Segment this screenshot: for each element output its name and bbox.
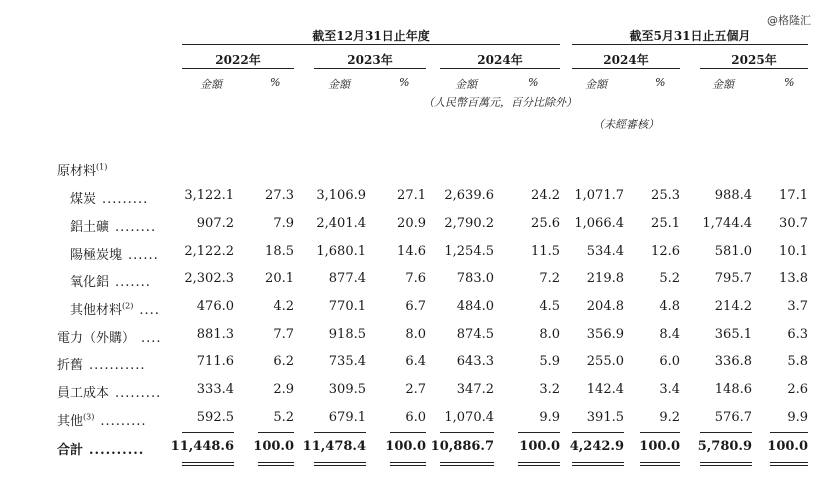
amount-cell: 711.6 [196,354,234,369]
pct-cell: 5.8 [787,354,808,369]
pct-cell: 17.1 [779,188,808,203]
amount-header: 金額 [712,78,734,91]
total-rule [700,432,752,433]
amount-cell: 484.0 [456,299,494,314]
row-label [57,410,147,429]
row-label [57,327,162,346]
pct-cell: 27.1 [397,188,426,203]
pct-cell: 25.3 [651,188,680,203]
year-header-2024: 2024年 [477,53,523,67]
amount-cell: 5,780.9 [697,439,752,454]
row-label-text: 煤炭 [70,192,97,207]
amount-cell: 988.4 [714,188,752,203]
total-rule [640,432,680,433]
amount-cell: 142.4 [586,382,624,397]
total-double-rule [314,462,366,466]
amount-cell: 770.1 [328,299,366,314]
amount-cell: 204.8 [586,299,624,314]
amount-cell: 907.2 [196,216,234,231]
pct-cell: 25.1 [651,216,680,231]
amount-header: 金額 [455,78,477,91]
amount-cell: 148.6 [714,382,752,397]
pct-cell: 12.6 [651,244,680,259]
row-label [70,271,151,290]
amount-cell: 679.1 [328,410,366,425]
total-rule [182,432,234,433]
leader-dots: ......... [100,414,147,429]
header-group-fiscal-year-rule [182,44,560,45]
pct-cell: 100.0 [639,439,680,454]
total-rule [440,432,494,433]
leader-dots: ........... [89,358,146,373]
pct-header: % [270,76,281,89]
pct-cell: 9.2 [659,410,680,425]
pct-cell: 25.6 [531,216,560,231]
amount-cell: 2,639.6 [444,188,494,203]
amount-cell: 576.7 [714,410,752,425]
total-double-rule [700,462,752,466]
amount-cell: 3,122.1 [184,188,234,203]
amount-cell: 1,071.7 [574,188,624,203]
total-double-rule [182,462,234,466]
pct-cell: 100.0 [519,439,560,454]
total-label [57,439,144,458]
year-header-2023: 2023年 [347,53,393,67]
footnote-mark: (2) [122,301,134,311]
unit-note: （人民幣百萬元，百分比除外） [423,96,577,109]
pct-cell: 2.9 [273,382,294,397]
section-title-raw-materials [57,160,107,179]
amount-cell: 336.8 [714,354,752,369]
row-label-text: 折舊 [57,358,84,373]
total-double-rule [770,462,808,466]
pct-header: % [399,76,410,89]
year-header-2025-5m: 2025年 [731,53,777,67]
year-header-2024-5m: 2024年 [603,53,649,67]
section-title-text: 原材料 [57,164,97,179]
amount-cell: 1,254.5 [444,244,494,259]
footnote-mark: (3) [83,412,95,422]
pct-cell: 9.9 [787,410,808,425]
leader-dots: .......... [89,443,145,458]
total-double-rule [640,462,680,466]
pct-cell: 20.9 [397,216,426,231]
pct-cell: 7.6 [405,271,426,286]
row-label-text: 其他材料 [70,303,123,318]
row-label [70,188,148,207]
amount-cell: 214.2 [714,299,752,314]
footnote-mark: (1) [96,162,108,172]
pct-cell: 7.2 [539,271,560,286]
row-label [70,299,160,318]
pct-cell: 8.0 [405,327,426,342]
row-label-text: 合計 [57,443,84,458]
row-label-text: 鋁土礦 [70,220,110,235]
amount-cell: 2,790.2 [444,216,494,231]
total-double-rule [390,462,426,466]
amount-cell: 333.4 [196,382,234,397]
amount-cell: 643.3 [456,354,494,369]
header-group-fiscal-year: 截至12月31日止年度 [312,29,430,43]
pct-cell: 6.2 [273,354,294,369]
row-label-text: 其他 [57,414,84,429]
amount-cell: 356.9 [586,327,624,342]
amount-cell: 877.4 [328,271,366,286]
amount-cell: 391.5 [586,410,624,425]
leader-dots: ...... [128,248,159,263]
pct-cell: 4.5 [539,299,560,314]
pct-cell: 100.0 [385,439,426,454]
row-label-text: 陽極炭塊 [70,248,123,263]
pct-cell: 5.2 [273,410,294,425]
pct-cell: 3.7 [787,299,808,314]
pct-cell: 8.0 [539,327,560,342]
amount-cell: 2,302.3 [184,271,234,286]
pct-cell: 5.9 [539,354,560,369]
amount-header: 金額 [585,78,607,91]
total-double-rule [440,462,494,466]
amount-header: 金額 [328,78,350,91]
pct-cell: 4.2 [273,299,294,314]
pct-cell: 3.2 [539,382,560,397]
leader-dots: ........ [115,220,157,235]
pct-cell: 30.7 [779,216,808,231]
amount-cell: 874.5 [456,327,494,342]
leader-dots: .... [139,303,160,318]
amount-cell: 219.8 [586,271,624,286]
pct-cell: 10.1 [779,244,808,259]
amount-cell: 795.7 [714,271,752,286]
amount-cell: 2,401.4 [316,216,366,231]
amount-cell: 783.0 [456,271,494,286]
row-label [70,216,156,235]
row-label-text: 員工成本 [57,386,110,401]
unaudited-note: （未經審核） [593,118,659,131]
pct-cell: 2.7 [405,382,426,397]
leader-dots: ......... [115,386,162,401]
pct-cell: 7.9 [273,216,294,231]
amount-cell: 1,066.4 [574,216,624,231]
header-group-five-months: 截至5月31日止五個月 [629,29,751,43]
total-rule [390,432,426,433]
total-rule [770,432,808,433]
pct-cell: 5.2 [659,271,680,286]
year-header-2022: 2022年 [215,53,261,67]
pct-cell: 14.6 [397,244,426,259]
row-label-text: 氧化鋁 [70,275,110,290]
row-label [57,354,145,373]
amount-cell: 3,106.9 [316,188,366,203]
total-double-rule [518,462,560,466]
pct-header: % [784,76,795,89]
year-rule-2025-5m [700,68,808,69]
amount-cell: 881.3 [196,327,234,342]
total-rule [314,432,366,433]
year-rule-2024 [440,68,560,69]
amount-cell: 1,744.4 [702,216,752,231]
total-double-rule [572,462,624,466]
leader-dots: .... [141,331,162,346]
amount-cell: 918.5 [328,327,366,342]
pct-cell: 6.4 [405,354,426,369]
amount-cell: 735.4 [328,354,366,369]
year-rule-2022 [182,68,294,69]
pct-cell: 6.0 [405,410,426,425]
amount-cell: 255.0 [586,354,624,369]
pct-cell: 2.6 [787,382,808,397]
amount-cell: 4,242.9 [569,439,624,454]
total-rule [572,432,624,433]
amount-cell: 592.5 [196,410,234,425]
total-rule [258,432,294,433]
pct-cell: 18.5 [265,244,294,259]
watermark: @格隆汇 [767,14,811,27]
amount-cell: 534.4 [586,244,624,259]
total-double-rule [258,462,294,466]
row-label-text: 電力（外購） [57,331,136,346]
pct-cell: 8.4 [659,327,680,342]
pct-cell: 6.0 [659,354,680,369]
amount-cell: 309.5 [328,382,366,397]
amount-header: 金額 [200,78,222,91]
pct-cell: 6.7 [405,299,426,314]
amount-cell: 347.2 [456,382,494,397]
pct-cell: 11.5 [531,244,560,259]
leader-dots: ....... [115,275,151,290]
header-group-five-months-rule [572,44,808,45]
amount-cell: 11,478.4 [302,439,366,454]
amount-cell: 11,448.6 [170,439,234,454]
total-rule [518,432,560,433]
pct-cell: 100.0 [767,439,808,454]
pct-header: % [528,76,539,89]
amount-cell: 2,122.2 [184,244,234,259]
leader-dots: ......... [102,192,149,207]
year-rule-2023 [314,68,426,69]
pct-cell: 7.7 [273,327,294,342]
row-label [57,382,161,401]
amount-cell: 1,070.4 [444,410,494,425]
year-rule-2024-5m [572,68,680,69]
amount-cell: 365.1 [714,327,752,342]
pct-header: % [655,76,666,89]
amount-cell: 581.0 [714,244,752,259]
pct-cell: 4.8 [659,299,680,314]
pct-cell: 13.8 [779,271,808,286]
amount-cell: 10,886.7 [430,439,494,454]
amount-cell: 476.0 [196,299,234,314]
pct-cell: 100.0 [253,439,294,454]
row-label [70,244,159,263]
amount-cell: 1,680.1 [316,244,366,259]
pct-cell: 27.3 [265,188,294,203]
pct-cell: 24.2 [531,188,560,203]
pct-cell: 6.3 [787,327,808,342]
pct-cell: 9.9 [539,410,560,425]
pct-cell: 20.1 [265,271,294,286]
pct-cell: 3.4 [659,382,680,397]
